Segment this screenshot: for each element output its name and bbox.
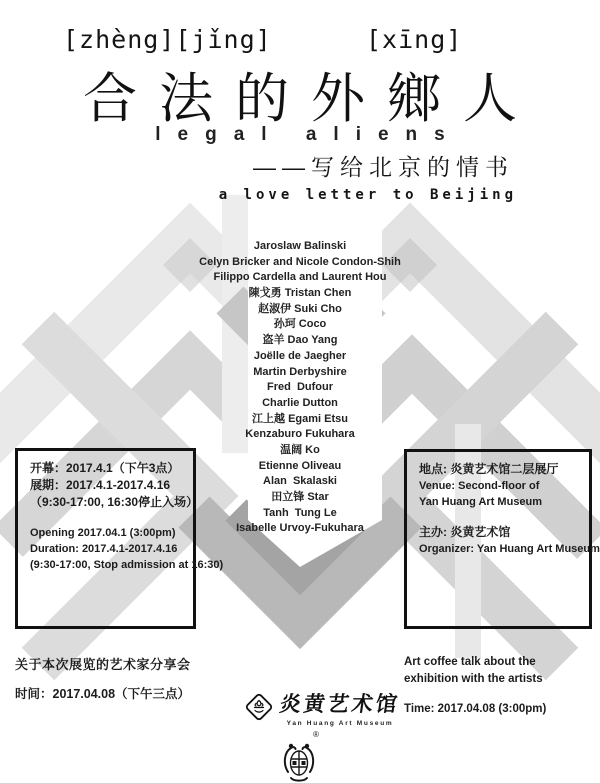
exhibition-title-en: legal aliens <box>155 124 462 145</box>
artist-name: 田立锋 Star <box>271 491 329 503</box>
diamond-seal-icon <box>243 691 275 723</box>
pinyin-xing: [xīng] <box>366 25 463 54</box>
artist-name: 陳戈勇 Tristan Chen <box>248 287 352 300</box>
artist-name: Etienne Oliveau <box>258 459 342 472</box>
artist-name: Alan Skalaski <box>263 475 337 488</box>
artist-name: Fred Dufour <box>267 381 333 394</box>
duration-cn: 展期：2017.4.1-2017.4.16 <box>30 478 171 492</box>
museum-name-en: Yan Huang Art Museum <box>286 720 394 727</box>
coffee-talk-block <box>404 654 546 718</box>
coffee-talk-line2: exhibition with the artists <box>404 673 543 685</box>
artist-name: 盗羊 Dao Yang <box>262 334 338 347</box>
artist-name: Celyn Bricker and Nicole Condon-Shih <box>199 255 401 268</box>
hours-en: (9:30-17:00, Stop admission at 16:30) <box>30 559 224 571</box>
info-box-venue <box>404 449 600 629</box>
registered-trademark-symbol: ® <box>313 730 319 739</box>
artist-name: Martin Derbyshire <box>253 365 347 378</box>
artist-talk-time: 时间：2017.04.08（下午三点） <box>15 687 191 701</box>
artist-name: Charlie Dutton <box>262 396 338 409</box>
artist-name: 江上越 Egami Etsu <box>252 412 348 425</box>
museum-crest-icon <box>279 738 319 783</box>
venue-en-line1: Venue: Second-floor of <box>419 480 540 492</box>
artist-name: 赵淑伊 Suki Cho <box>258 302 342 315</box>
artist-name: 孙珂 Coco <box>273 318 327 331</box>
artist-name: Isabelle Urvoy-Fukuhara <box>236 522 364 535</box>
venue-en-line2: Yan Huang Art Museum <box>419 496 543 508</box>
artist-name: Jaroslaw Balinski <box>253 240 347 252</box>
artist-name: Joëlle de Jaegher <box>253 349 347 362</box>
hours-cn: （9:30-17:00, 16:30停止入场） <box>30 495 199 509</box>
artist-name: Kenzaburo Fukuhara <box>245 428 355 441</box>
venue-cn: 地点: 炎黄艺术馆二层展厅 <box>419 462 559 476</box>
opening-date-en: Opening 2017.04.1 (3:00pm) <box>30 527 176 539</box>
subtitle-cn: ——写给北京的情书 <box>253 154 514 180</box>
subtitle-en: a love letter to Beijing <box>218 187 517 203</box>
artist-name: 温阔 Ko <box>280 443 320 456</box>
exhibition-title-cn: 合法的外鄉人 <box>83 69 539 129</box>
museum-name-calligraphy: 炎黄艺术馆 <box>278 693 402 716</box>
duration-en: Duration: 2017.4.1-2017.4.16 <box>30 543 178 555</box>
artist-name: Tanh Tung Le <box>263 506 337 519</box>
pinyin-zheng-jing: [zhèng][jǐng] <box>63 25 272 54</box>
coffee-talk-line1: Art coffee talk about the <box>404 656 536 668</box>
organizer-cn: 主办: 炎黄艺术馆 <box>419 525 511 539</box>
museum-logo <box>243 688 400 727</box>
opening-date-cn: 开幕：2017.4.1（下午3点） <box>30 461 180 475</box>
artist-talk-title: 关于本次展览的艺术家分享会 <box>15 657 191 672</box>
organizer-en: Organizer: Yan Huang Art Museum <box>419 543 600 555</box>
artist-name: Filippo Cardella and Laurent Hou <box>213 271 387 284</box>
info-box-dates <box>15 448 224 629</box>
coffee-talk-time: Time: 2017.04.08 (3:00pm) <box>404 703 547 715</box>
